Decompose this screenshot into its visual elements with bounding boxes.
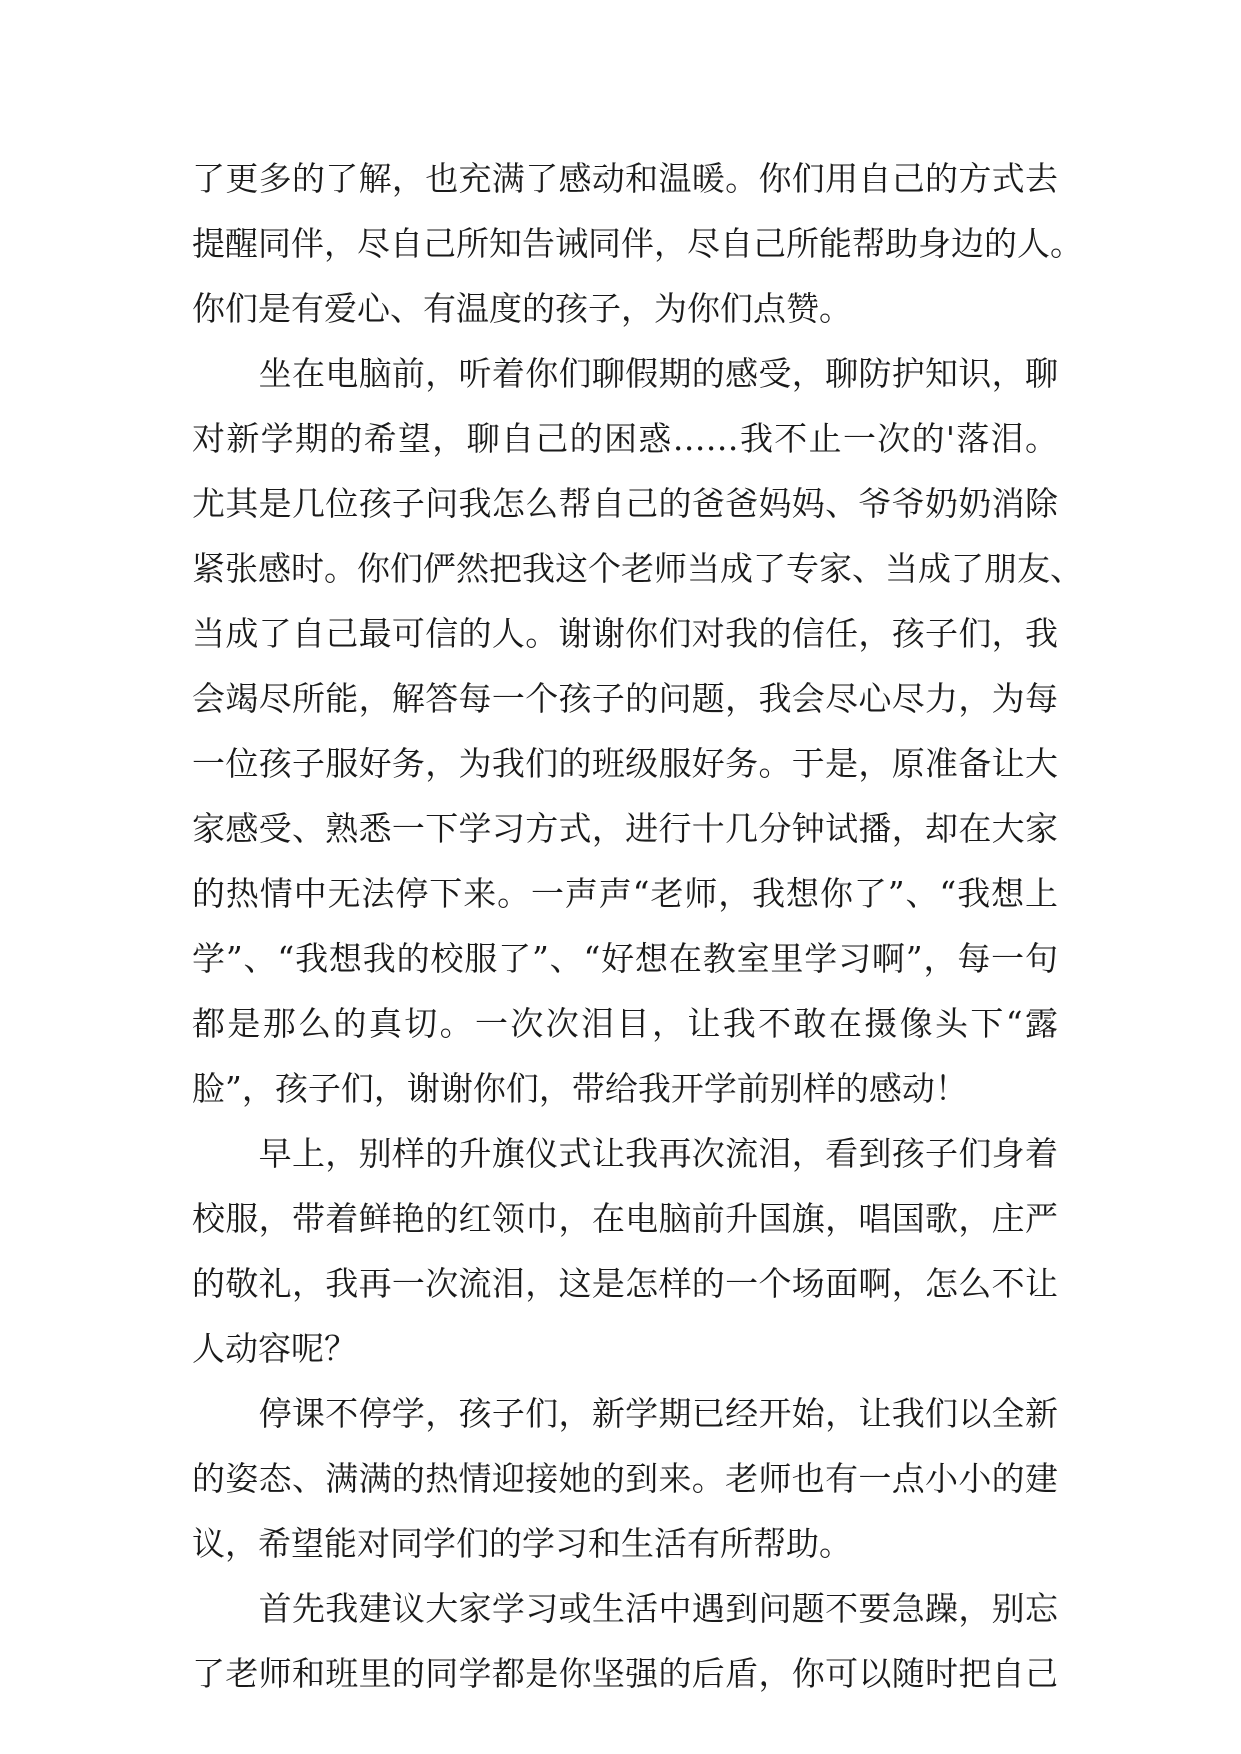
text-line: 首先我建议大家学习或生活中遇到问题不要急躁，别忘 [192,1589,1058,1628]
text-line: 的姿态、满满的热情迎接她的到来。老师也有一点小小的建 [192,1459,1058,1498]
text-line: 的敬礼，我再一次流泪，这是怎样的一个场面啊，怎么不让 [192,1264,1058,1303]
text-line: 当成了自己最可信的人。谢谢你们对我的信任，孩子们，我 [192,614,1058,653]
text-line: 紧张感时。你们俨然把我这个老师当成了专家、当成了朋友、 [192,549,1083,588]
text-line: 尤其是几位孩子问我怎么帮自己的爸爸妈妈、爷爷奶奶消除 [192,484,1058,523]
text-line: 你们是有爱心、有温度的孩子，为你们点赞。 [192,289,852,328]
text-line: 脸”，孩子们，谢谢你们，带给我开学前别样的感动！ [192,1069,968,1108]
text-line: 都是那么的真切。一次次泪目，让我不敢在摄像头下“露 [192,1004,1058,1043]
text-line: 坐在电脑前，听着你们聊假期的感受，聊防护知识，聊 [192,354,1058,393]
text-line: 议，希望能对同学们的学习和生活有所帮助。 [192,1524,852,1563]
document-body [192,146,1083,1706]
text-line: 人动容呢？ [192,1329,357,1368]
text-line: 对新学期的希望，聊自己的困惑……我不止一次的'落泪。 [192,419,1058,458]
text-line: 的热情中无法停下来。一声声“老师，我想你了”、“我想上 [192,874,1058,913]
text-line: 家感受、熟悉一下学习方式，进行十几分钟试播，却在大家 [192,809,1058,848]
text-line: 了老师和班里的同学都是你坚强的后盾，你可以随时把自己 [192,1654,1058,1693]
text-line: 早上，别样的升旗仪式让我再次流泪，看到孩子们身着 [192,1134,1058,1173]
text-line: 提醒同伴，尽自己所知告诫同伴，尽自己所能帮助身边的人。 [192,224,1083,263]
text-line: 停课不停学，孩子们，新学期已经开始，让我们以全新 [192,1394,1058,1433]
text-line: 会竭尽所能，解答每一个孩子的问题，我会尽心尽力，为每 [192,679,1058,718]
text-line: 了更多的了解，也充满了感动和温暖。你们用自己的方式去 [192,159,1058,198]
text-line: 校服，带着鲜艳的红领巾，在电脑前升国旗，唱国歌，庄严 [192,1199,1058,1238]
text-line: 一位孩子服好务，为我们的班级服好务。于是，原准备让大 [192,744,1058,783]
text-line: 学”、“我想我的校服了”、“好想在教室里学习啊”，每一句 [192,939,1058,978]
